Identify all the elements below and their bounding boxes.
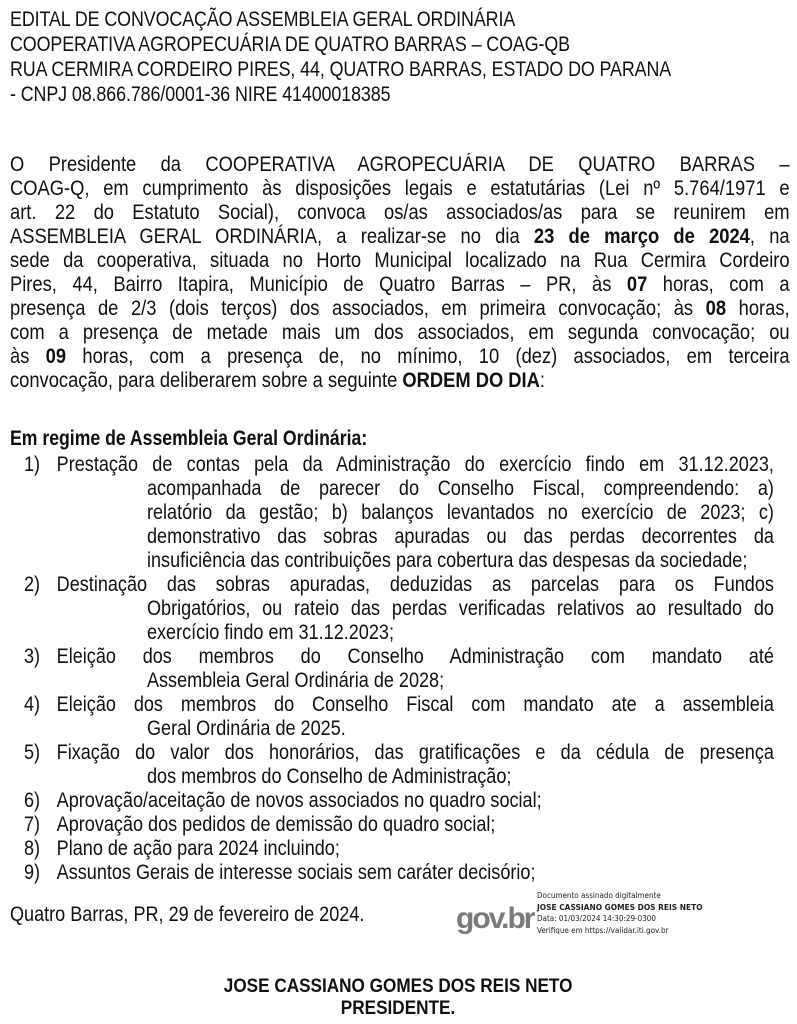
intro-text: horas, com a xyxy=(647,273,790,296)
agenda-item-number: 1) xyxy=(24,453,41,476)
agenda-item-line: Aprovação/aceitação de novos associados no quadro social; xyxy=(56,789,542,812)
intro-line xyxy=(10,273,790,297)
agenda-item xyxy=(24,453,797,573)
meeting-date: 23 de março de 2024 xyxy=(533,225,750,248)
stamp-text xyxy=(537,890,721,936)
agenda-item-number: 8) xyxy=(24,837,41,860)
agenda-item-line: Fixação do valor dos honorários, das gratificações e da cédula de presença xyxy=(56,741,774,764)
agenda-item-line: Eleição dos membros do Conselho Fiscal com mandato ate a assembleia xyxy=(56,693,774,716)
agenda-item-line: Destinação das sobras apuradas, deduzidas as parcelas para os Fundos xyxy=(56,573,774,596)
first-call-hour: 07 xyxy=(626,273,648,296)
agenda-heading: ORDEM DO DIA xyxy=(402,369,540,392)
intro-text: , na xyxy=(749,225,790,248)
intro-line: art. 22 do Estatuto Social), convoca os/as associados/as para se reunirem em xyxy=(10,201,790,224)
intro-text: : xyxy=(539,369,545,392)
agenda-section-title: Em regime de Assembleia Geral Ordinária: xyxy=(10,427,368,450)
agenda-item-number: 7) xyxy=(24,813,41,836)
agenda-item-line: Geral Ordinária de 2025. xyxy=(146,717,346,740)
agenda-item-line: Assuntos Gerais de interesse sociais sem caráter decisório; xyxy=(56,861,536,884)
header-cnpj: - CNPJ 08.866.786/0001-36 NIRE 41400018385 xyxy=(10,82,391,106)
intro-line xyxy=(10,345,790,369)
agenda-item-line: relatório da gestão; b) balanços levantados no exercício de 2023; c) xyxy=(146,501,774,524)
govbr-logo: gov.br xyxy=(456,902,534,935)
intro-text: convocação, para deliberarem sobre a seguinte xyxy=(10,369,403,392)
agenda-item xyxy=(24,741,797,789)
stamp-signer: JOSE CASSIANO GOMES DOS REIS NETO xyxy=(537,901,703,912)
agenda-item-number: 5) xyxy=(24,741,41,764)
document-header xyxy=(10,7,797,107)
intro-text: Pires, 44, Bairro Itapira, Município de Quatro Barras – PR, às xyxy=(10,273,627,296)
intro-text: horas, com a presença de, no mínimo, 10 (dez) associados, em terceira xyxy=(66,345,790,368)
place-and-date: Quatro Barras, PR, 29 de fevereiro de 2024. xyxy=(10,903,365,926)
stamp-caption: Documento assinado digitalmente xyxy=(537,891,661,900)
agenda-item xyxy=(24,837,797,861)
intro-text: às xyxy=(10,345,46,368)
agenda-item-line: demonstrativo das sobras apuradas ou das perdas decorrentes da xyxy=(146,525,774,548)
agenda-item-text xyxy=(24,789,774,813)
agenda-item xyxy=(24,813,797,837)
header-cooperative-name: COOPERATIVA AGROPECUÁRIA DE QUATRO BARRAS – COAG-QB xyxy=(10,32,570,56)
agenda-item xyxy=(24,693,797,741)
intro-line: sede da cooperativa, situada no Horto Municipal localizado na Rua Cermira Cordeiro xyxy=(10,249,790,272)
intro-text: horas, xyxy=(726,297,790,320)
stamp-verify-link[interactable]: Verifique em https://validar.iti.gov.br xyxy=(537,925,669,935)
intro-paragraph xyxy=(10,153,790,393)
agenda-item xyxy=(24,789,797,813)
intro-line xyxy=(10,225,790,249)
agenda-list xyxy=(24,453,797,885)
agenda-item-line: dos membros do Conselho de Administração; xyxy=(146,765,512,788)
intro-text: ASSEMBLEIA GERAL ORDINÁRIA, a realizar-se no dia xyxy=(10,225,534,248)
agenda-item-number: 3) xyxy=(24,645,41,668)
agenda-item-text xyxy=(24,837,774,861)
header-address: RUA CERMIRA CORDEIRO PIRES, 44, QUATRO BARRAS, ESTADO DO PARANA xyxy=(10,57,672,81)
agenda-item-line: insuficiência das contribuições para cobertura das despesas da sociedade; xyxy=(146,549,748,572)
agenda-item-text xyxy=(24,573,774,645)
agenda-item-text xyxy=(24,741,774,789)
stamp-date: Data: 01/03/2024 14:30:29-0300 xyxy=(537,914,656,923)
agenda-item-line: Prestação de contas pela da Administração do exercício findo em 31.12.2023, xyxy=(56,453,774,476)
signer-name: JOSE CASSIANO GOMES DOS REIS NETO xyxy=(224,975,573,997)
signer-role: PRESIDENTE. xyxy=(341,997,456,1019)
agenda-item-text xyxy=(24,861,774,885)
agenda-item-number: 6) xyxy=(24,789,41,812)
intro-line xyxy=(10,297,790,321)
intro-line xyxy=(10,369,790,393)
agenda-item xyxy=(24,645,797,693)
agenda-item-text xyxy=(24,453,774,573)
agenda-item-text xyxy=(24,813,774,837)
agenda-item-number: 9) xyxy=(24,861,41,884)
signature-block xyxy=(0,975,797,1019)
agenda-item-line: Eleição dos membros do Conselho Administração com mandato até xyxy=(56,645,774,668)
header-title: EDITAL DE CONVOCAÇÃO ASSEMBLEIA GERAL ORDINÁRIA xyxy=(10,7,516,31)
intro-line: com a presença de metade mais um dos associados, em segunda convocação; ou xyxy=(10,321,790,344)
agenda-item-line: exercício findo em 31.12.2023; xyxy=(146,621,394,644)
agenda-item-text xyxy=(24,693,774,741)
digital-signature-stamp xyxy=(456,888,756,948)
intro-line: O Presidente da COOPERATIVA AGROPECUÁRIA DE QUATRO BARRAS – xyxy=(10,153,790,176)
agenda-item-number: 2) xyxy=(24,573,41,596)
agenda-item xyxy=(24,573,797,645)
agenda-item-line: Assembleia Geral Ordinária de 2028; xyxy=(146,669,445,692)
agenda-item-line: Aprovação dos pedidos de demissão do quadro social; xyxy=(56,813,496,836)
second-call-hour: 08 xyxy=(705,297,727,320)
agenda-item-line: Obrigatórios, ou rateio das perdas verificadas relativos ao resultado do xyxy=(146,597,774,620)
agenda-item xyxy=(24,861,797,885)
intro-line: COAG-Q, em cumprimento às disposições legais e estatutárias (Lei nº 5.764/1971 e xyxy=(10,177,790,200)
agenda-item-number: 4) xyxy=(24,693,41,716)
intro-text: presença de 2/3 (dois terços) dos associados, em primeira convocação; às xyxy=(10,297,706,320)
agenda-item-line: Plano de ação para 2024 incluindo; xyxy=(56,837,340,860)
agenda-item-line: acompanhada de parecer do Conselho Fiscal, compreendendo: a) xyxy=(146,477,774,500)
agenda-item-text xyxy=(24,645,774,693)
third-call-hour: 09 xyxy=(45,345,67,368)
